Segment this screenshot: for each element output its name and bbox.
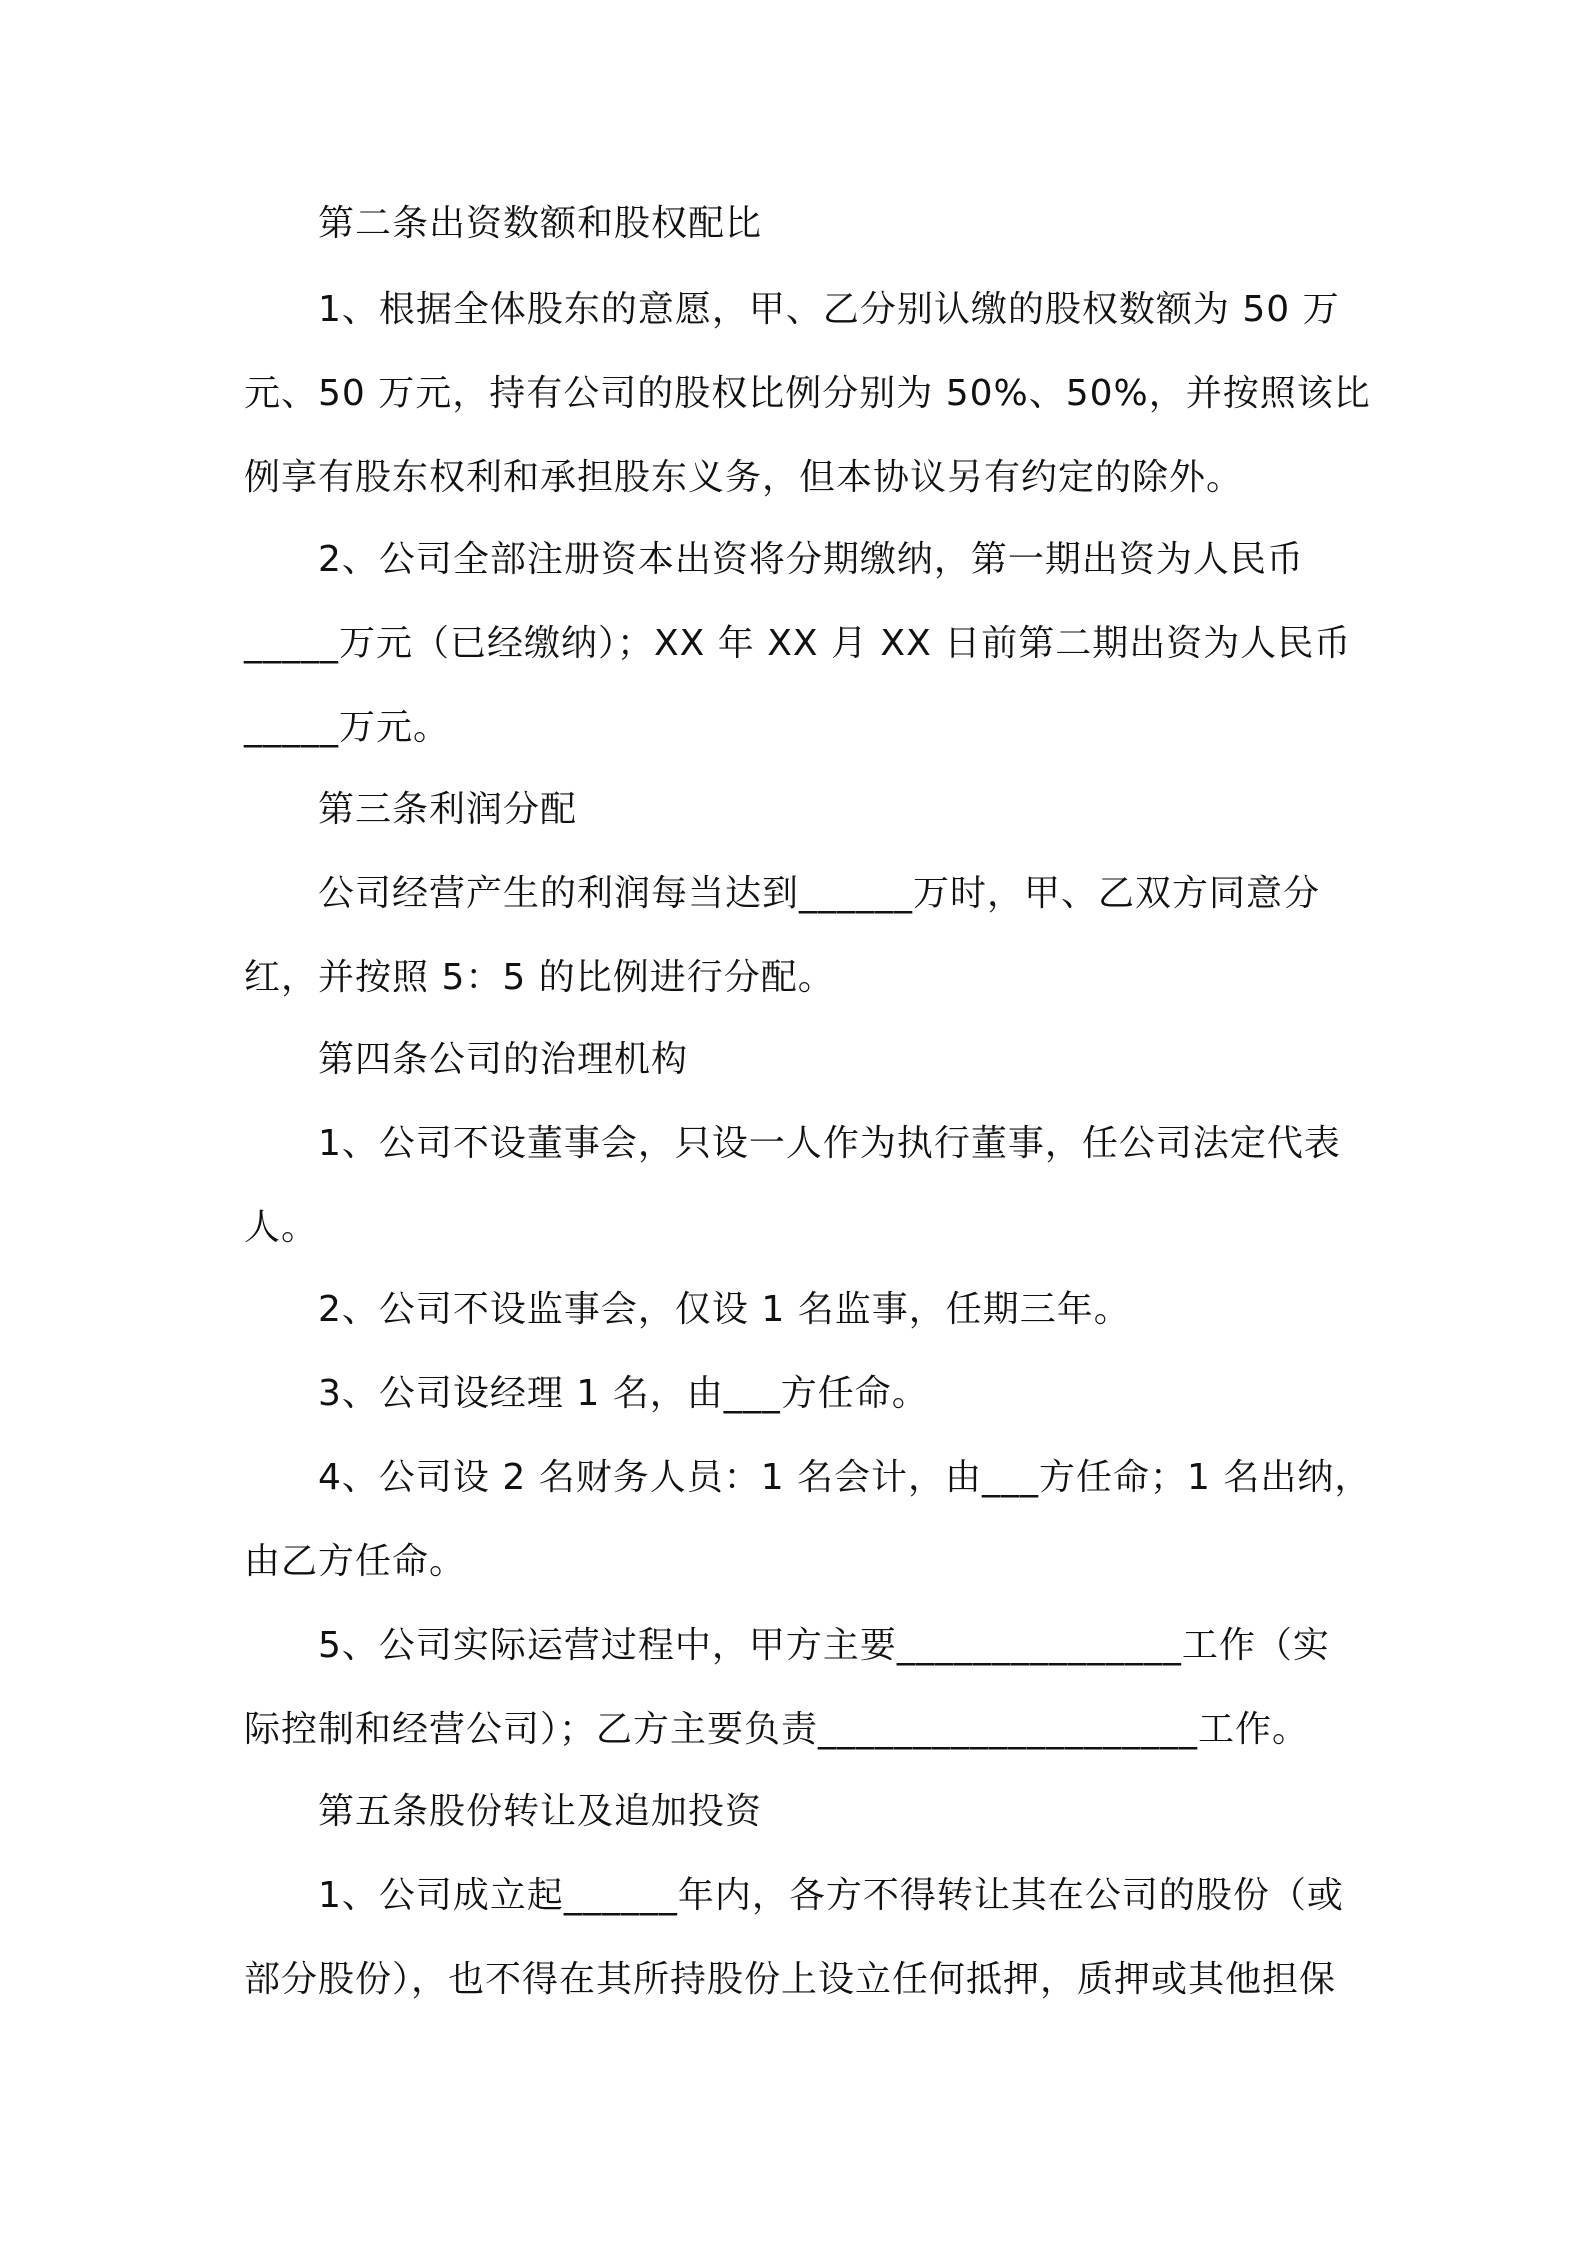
article-2-heading: 第二条出资数额和股权配比 [318,203,763,244]
article-3-heading: 第三条利润分配 [318,789,578,830]
paragraph-line: 元、50 万元，持有公司的股权比例分别为 50%、50%，并按照该比 [244,373,1371,414]
paragraph-line: 例享有股东权利和承担股东义务，但本协议另有约定的除外。 [244,457,1244,498]
paragraph-line: 人。 [244,1207,319,1248]
paragraph-line: 4、公司设 2 名财务人员：1 名会计，由___方任命；1 名出纳， [318,1457,1372,1498]
paragraph-line: 2、公司不设监事会，仅设 1 名监事，任期三年。 [318,1289,1131,1330]
paragraph-line: 3、公司设经理 1 名，由___方任命。 [318,1373,929,1414]
paragraph-line: _____万元。 [244,707,451,748]
article-5-heading: 第五条股份转让及追加投资 [318,1791,763,1832]
article-4-heading: 第四条公司的治理机构 [318,1039,689,1080]
paragraph-line: 5、公司实际运营过程中，甲方主要_______________工作（实 [318,1625,1330,1666]
paragraph-line: 1、根据全体股东的意愿，甲、乙分别认缴的股权数额为 50 万 [318,289,1340,330]
paragraph-line: _____万元（已经缴纳）；XX 年 XX 月 XX 日前第二期出资为人民币 [244,623,1352,664]
paragraph-line: 红，并按照 5：5 的比例进行分配。 [244,957,835,998]
paragraph-line: 1、公司成立起______年内，各方不得转让其在公司的股份（或 [318,1875,1344,1916]
paragraph-line: 际控制和经营公司）；乙方主要负责____________________工作。 [244,1709,1310,1750]
paragraph-line: 公司经营产生的利润每当达到______万时，甲、乙双方同意分 [318,873,1321,914]
paragraph-line: 2、公司全部注册资本出资将分期缴纳，第一期出资为人民币 [318,539,1304,580]
paragraph-line: 部分股份），也不得在其所持股份上设立任何抵押，质押或其他担保 [244,1959,1337,2000]
paragraph-line: 1、公司不设董事会，只设一人作为执行董事，任公司法定代表 [318,1123,1341,1164]
paragraph-line: 由乙方任命。 [244,1541,467,1582]
